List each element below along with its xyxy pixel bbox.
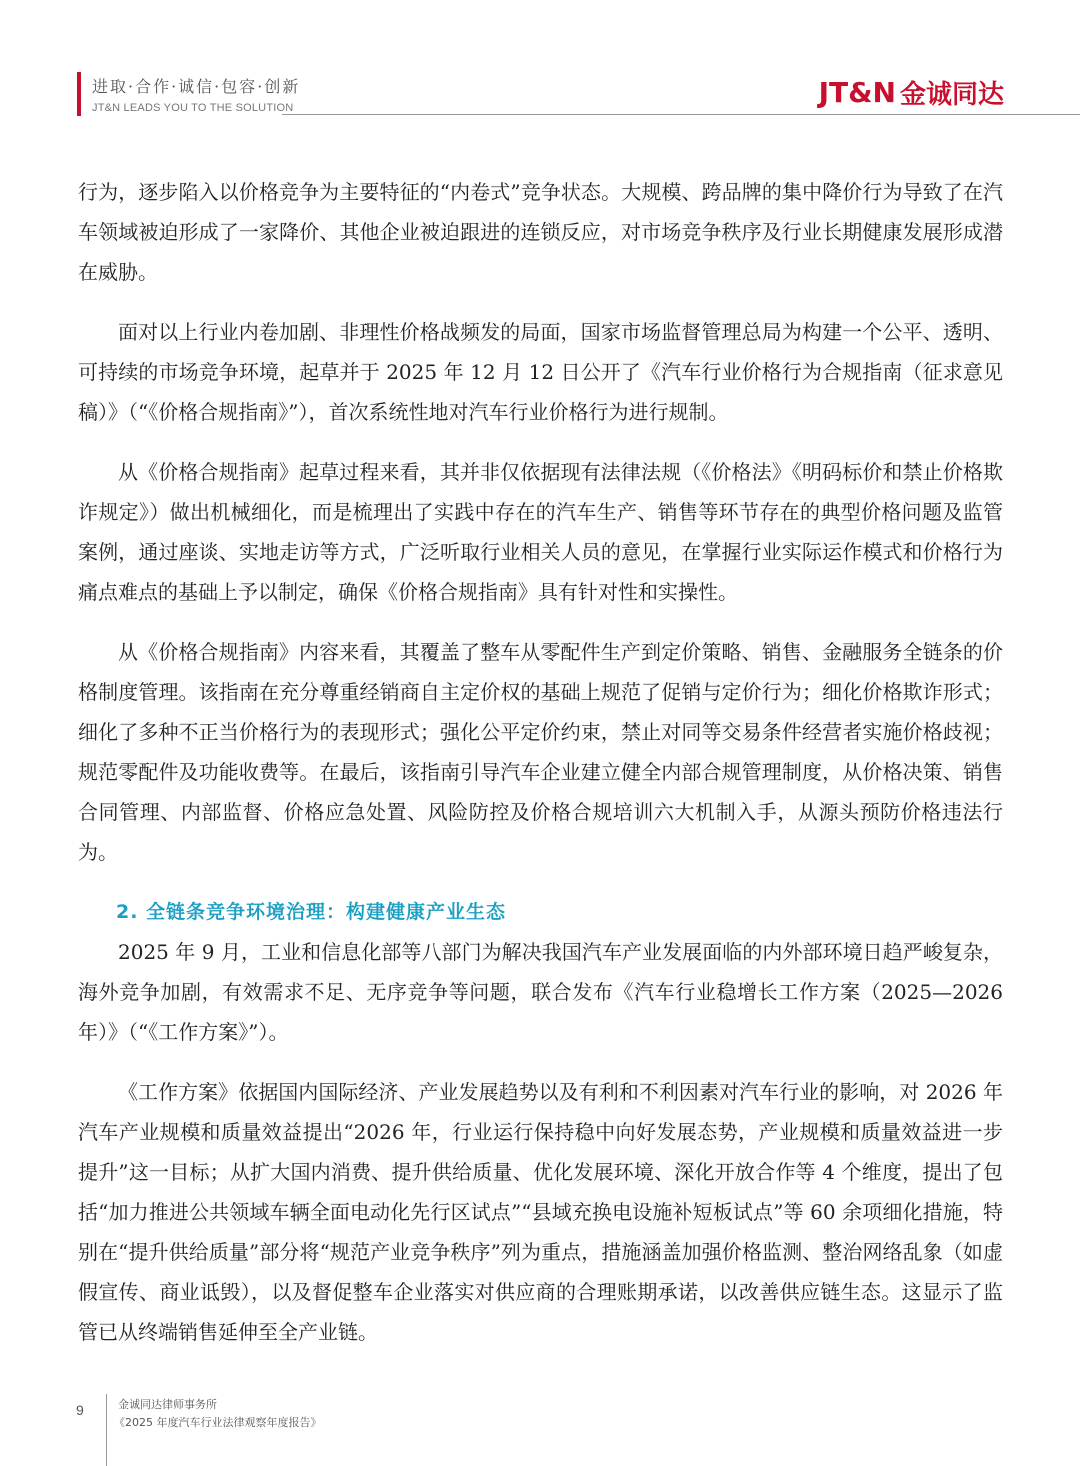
footer-divider [106, 1394, 107, 1466]
logo-text: 金诚同达 [899, 79, 1004, 110]
paragraph-4: 从《价格合规指南》内容来看，其覆盖了整车从零配件生产到定价策略、销售、金融服务全链条的价格制度管理。该指南在充分尊重经销商自主定价权的基础上规范了促销与定价行为；细化价格欺诈形式；细化了多种不正当价格行为的表现形式；强化公平定价约束，禁止对同等交易条件经营者实施价格歧视；规范零配件及功能收费等。在最后，该指南引导汽车企业建立健全内部合规管理制度，从价格决策、销售合同管理、内部监督、价格应急处置、风险防控及价格合规培训六大机制入手，从源头预防价格违法行为。 [78, 640, 1003, 864]
logo-mark: JT&N [818, 75, 896, 109]
header-tagline: JT&N LEADS YOU TO THE SOLUTION [92, 102, 294, 114]
firm-logo [819, 74, 1004, 110]
page-body [78, 172, 1003, 1372]
paragraph-3: 从《价格合规指南》起草过程来看，其并非仅依据现有法律法规（《价格法》《明码标价和禁止价格欺诈规定》）做出机械细化，而是梳理出了实践中存在的汽车生产、销售等环节存在的典型价格问题及监管案例，通过座谈、实地走访等方式，广泛听取行业相关人员的意见，在掌握行业实际运作模式和价格行为痛点难点的基础上予以制定，确保《价格合规指南》具有针对性和实操性。 [78, 460, 1003, 604]
paragraph-2: 面对以上行业内卷加剧、非理性价格战频发的局面，国家市场监督管理总局为构建一个公平、透明、可持续的市场竞争环境，起草并于 2025 年 12 月 12 日公开了《汽车行业价格行为合规指南（征求意见稿）》（“《价格合规指南》”），首次系统性地对汽车行业价格行为进行规制。 [78, 320, 1003, 424]
header-accent-bar [77, 72, 81, 116]
paragraph-1: 行为，逐步陷入以价格竞争为主要特征的“内卷式”竞争状态。大规模、跨品牌的集中降价行为导致了在汽车领域被迫形成了一家降价、其他企业被迫跟进的连锁反应，对市场竞争秩序及行业长期健康发展形成潜在威胁。 [78, 180, 1003, 284]
paragraph-6: 《工作方案》依据国内国际经济、产业发展趋势以及有利和不利因素对汽车行业的影响，对 2026 年汽车产业规模和质量效益提出“2026 年，行业运行保持稳中向好发展态势，产业规模和质量效益进一步提升”这一目标；从扩大国内消费、提升供给质量、优化发展环境、深化开放合作等 4 个维度，提出了包括“加力推进公共领域车辆全面电动化先行区试点”“县域充换电设施补短板试点”等 60 余项细化措施，特别在“提升供给质量”部分将“规范产业竞争秩序”列为重点，措施涵盖加强价格监测、整治网络乱象（如虚假宣传、商业诋毁），以及督促整车企业落实对供应商的合理账期承诺，以改善供应链生态。这显示了监管已从终端销售延伸至全产业链。 [78, 1080, 1003, 1344]
header-motto: 进取·合作·诚信·包容·创新 [92, 77, 301, 96]
page-footer [0, 1380, 1080, 1466]
footer-report-title: 《2025 年度汽车行业法律观察年度报告》 [114, 1416, 322, 1429]
header-divider [282, 114, 1080, 115]
footer-firm-name: 金诚同达律师事务所 [118, 1398, 217, 1411]
section-heading: 2. 全链条竞争环境治理：构建健康产业生态 [116, 901, 507, 923]
page-number: 9 [76, 1402, 84, 1418]
paragraph-5: 2025 年 9 月，工业和信息化部等八部门为解决我国汽车产业发展面临的内外部环境日趋严峻复杂，海外竞争加剧，有效需求不足、无序竞争等问题，联合发布《汽车行业稳增长工作方案（2025—2026 年）》（“《工作方案》”）。 [78, 940, 1003, 1044]
page-header [0, 0, 1080, 120]
